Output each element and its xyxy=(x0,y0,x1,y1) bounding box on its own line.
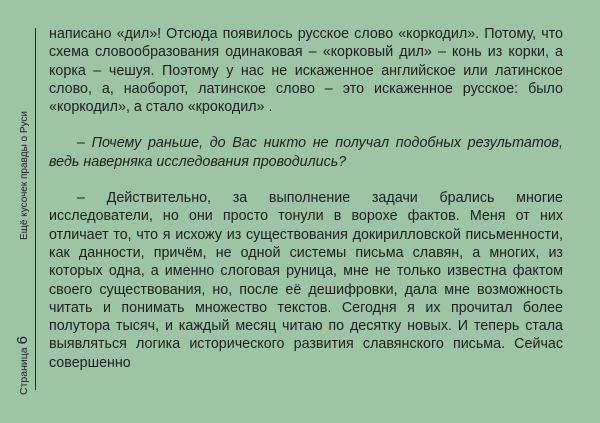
page-label: Страница xyxy=(18,347,30,395)
body-text xyxy=(49,25,563,372)
interview-answer: – Действительно, за выполнение задачи брались многие исследователи, но они просто тонули в ворохе фактов. Меня от них отличает то, что я исхожу из существования докирилловской письменности, как данности, причём, не одной системы письма славян, а многих, из которых одна, а именно слоговая руница, мне не только известна фактом своего существования, но, после её дешифровки, дала мне возможность читать и понимать множество текстов. Сегодня я их прочитал более полутора тысяч, и каждый месяц читаю по десятку новых. И теперь стала выявляться логика исторического развития славянского письма. Сейчас совершенно xyxy=(49,190,563,371)
sidebar-divider xyxy=(35,28,36,390)
page-number: 6 xyxy=(14,336,31,345)
page-sidebar xyxy=(0,0,42,423)
interview-question: – Почему раньше, до Вас никто не получал подобных результатов, ведь наверняка исследования проводились? xyxy=(49,135,563,170)
page-number-label xyxy=(16,336,31,395)
running-header-title: Ещё кусочек правды о Руси xyxy=(19,110,30,240)
paragraph-continuation: написано «дил»! Отсюда появилось русское слово «коркодил». Потому, что схема словообразования одинаковая – «корковый дил» – конь из корки, а корка – чешуя. Поэтому у нас не искаженное английское или латинское слово, а, наоборот, латинское слово – это искаженное русское: было «коркодил», а стало «крокодил» . xyxy=(49,26,563,116)
